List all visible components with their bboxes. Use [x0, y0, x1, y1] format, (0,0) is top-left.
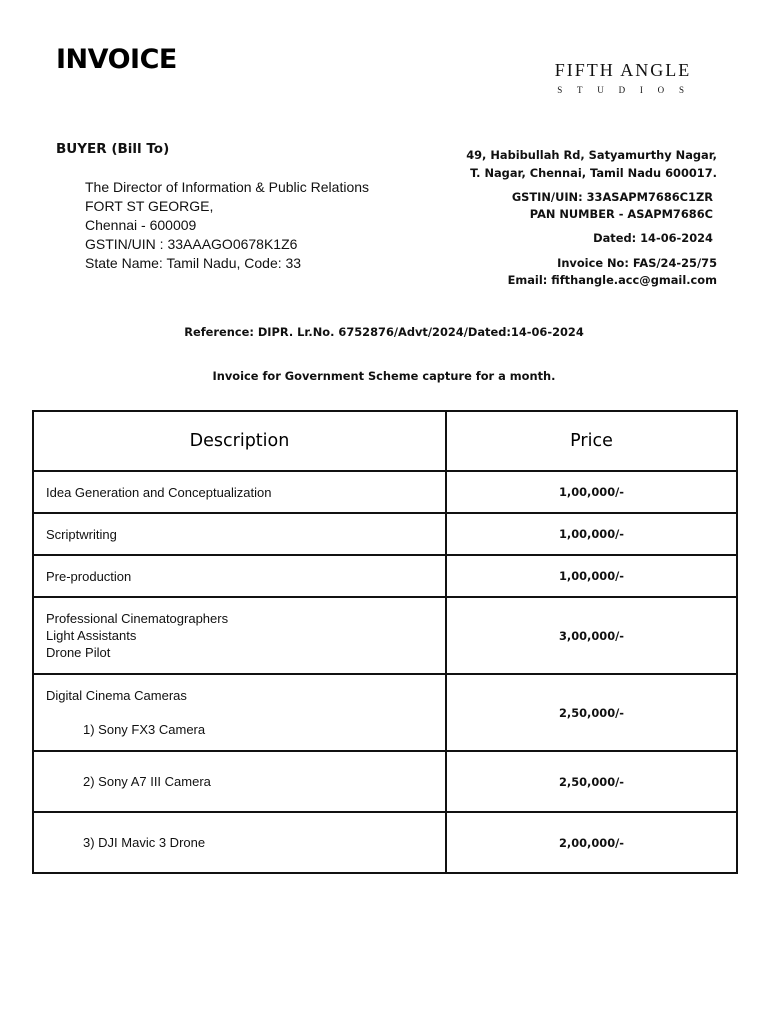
- items-table: [32, 410, 738, 874]
- table-row: [33, 471, 737, 513]
- desc-line: Digital Cinema Cameras: [46, 688, 187, 703]
- description-header: Description: [33, 411, 446, 471]
- row-price: 3,00,000/-: [446, 597, 737, 674]
- table-row: [33, 555, 737, 597]
- row-price: 2,00,000/-: [446, 812, 737, 873]
- reference-line: Reference: DIPR. Lr.No. 6752876/Advt/2024/Dated:14-06-2024: [184, 325, 584, 339]
- table-row: [33, 751, 737, 812]
- row-description: [33, 471, 446, 513]
- row-price: 1,00,000/-: [446, 471, 737, 513]
- desc-line: 2) Sony A7 III Camera: [83, 774, 211, 789]
- buyer-heading: BUYER (Bill To): [56, 141, 170, 157]
- desc-line: 3) DJI Mavic 3 Drone: [83, 835, 206, 850]
- row-price: 1,00,000/-: [446, 555, 737, 597]
- row-description: [33, 812, 446, 873]
- row-price: 2,50,000/-: [446, 674, 737, 751]
- invoice-subject: Invoice for Government Scheme capture for a month.: [212, 369, 556, 383]
- logo-main-text: FIFTH ANGLE: [554, 60, 692, 80]
- buyer-line: GSTIN/UIN : 33AAAGO0678K1Z6: [85, 236, 298, 252]
- invoice-date: Dated: 14-06-2024: [593, 231, 713, 245]
- desc-line: Light Assistants: [46, 628, 137, 643]
- logo-sub-text: STUDIOS: [557, 85, 699, 95]
- invoice-number: Invoice No: FAS/24-25/75: [557, 256, 717, 270]
- price-header: Price: [446, 411, 737, 471]
- row-price: 1,00,000/-: [446, 513, 737, 555]
- seller-email: Email: fifthangle.acc@gmail.com: [507, 273, 717, 287]
- table-row: [33, 597, 737, 674]
- row-price: 2,50,000/-: [446, 751, 737, 812]
- table-row: [33, 513, 737, 555]
- seller-gstin: GSTIN/UIN: 33ASAPM7686C1ZR: [511, 190, 713, 204]
- buyer-line: FORT ST GEORGE,: [85, 198, 214, 214]
- row-description: [33, 513, 446, 555]
- row-description: [33, 597, 446, 674]
- seller-pan: PAN NUMBER - ASAPM7686C: [529, 207, 713, 221]
- seller-address-line1: 49, Habibullah Rd, Satyamurthy Nagar,: [466, 148, 717, 162]
- row-description: [33, 555, 446, 597]
- desc-line: Pre-production: [46, 568, 132, 584]
- buyer-line: Chennai - 600009: [85, 217, 197, 233]
- row-description: [33, 751, 446, 812]
- seller-address-line2: T. Nagar, Chennai, Tamil Nadu 600017.: [470, 166, 717, 180]
- table-row: [33, 674, 737, 751]
- buyer-line: State Name: Tamil Nadu, Code: 33: [85, 255, 302, 271]
- desc-line: Professional Cinematographers: [46, 611, 229, 626]
- invoice-title: INVOICE: [56, 44, 177, 75]
- table-header-row: [33, 411, 737, 471]
- row-description: [33, 674, 446, 751]
- desc-line: Idea Generation and Conceptualization: [46, 484, 272, 500]
- desc-line: 1) Sony FX3 Camera: [83, 722, 206, 737]
- desc-line: Drone Pilot: [46, 645, 111, 660]
- company-logo: [540, 60, 704, 95]
- buyer-address: [85, 178, 369, 273]
- table-row: [33, 812, 737, 873]
- buyer-line: The Director of Information & Public Relations: [85, 179, 370, 195]
- desc-line: Scriptwriting: [46, 526, 117, 542]
